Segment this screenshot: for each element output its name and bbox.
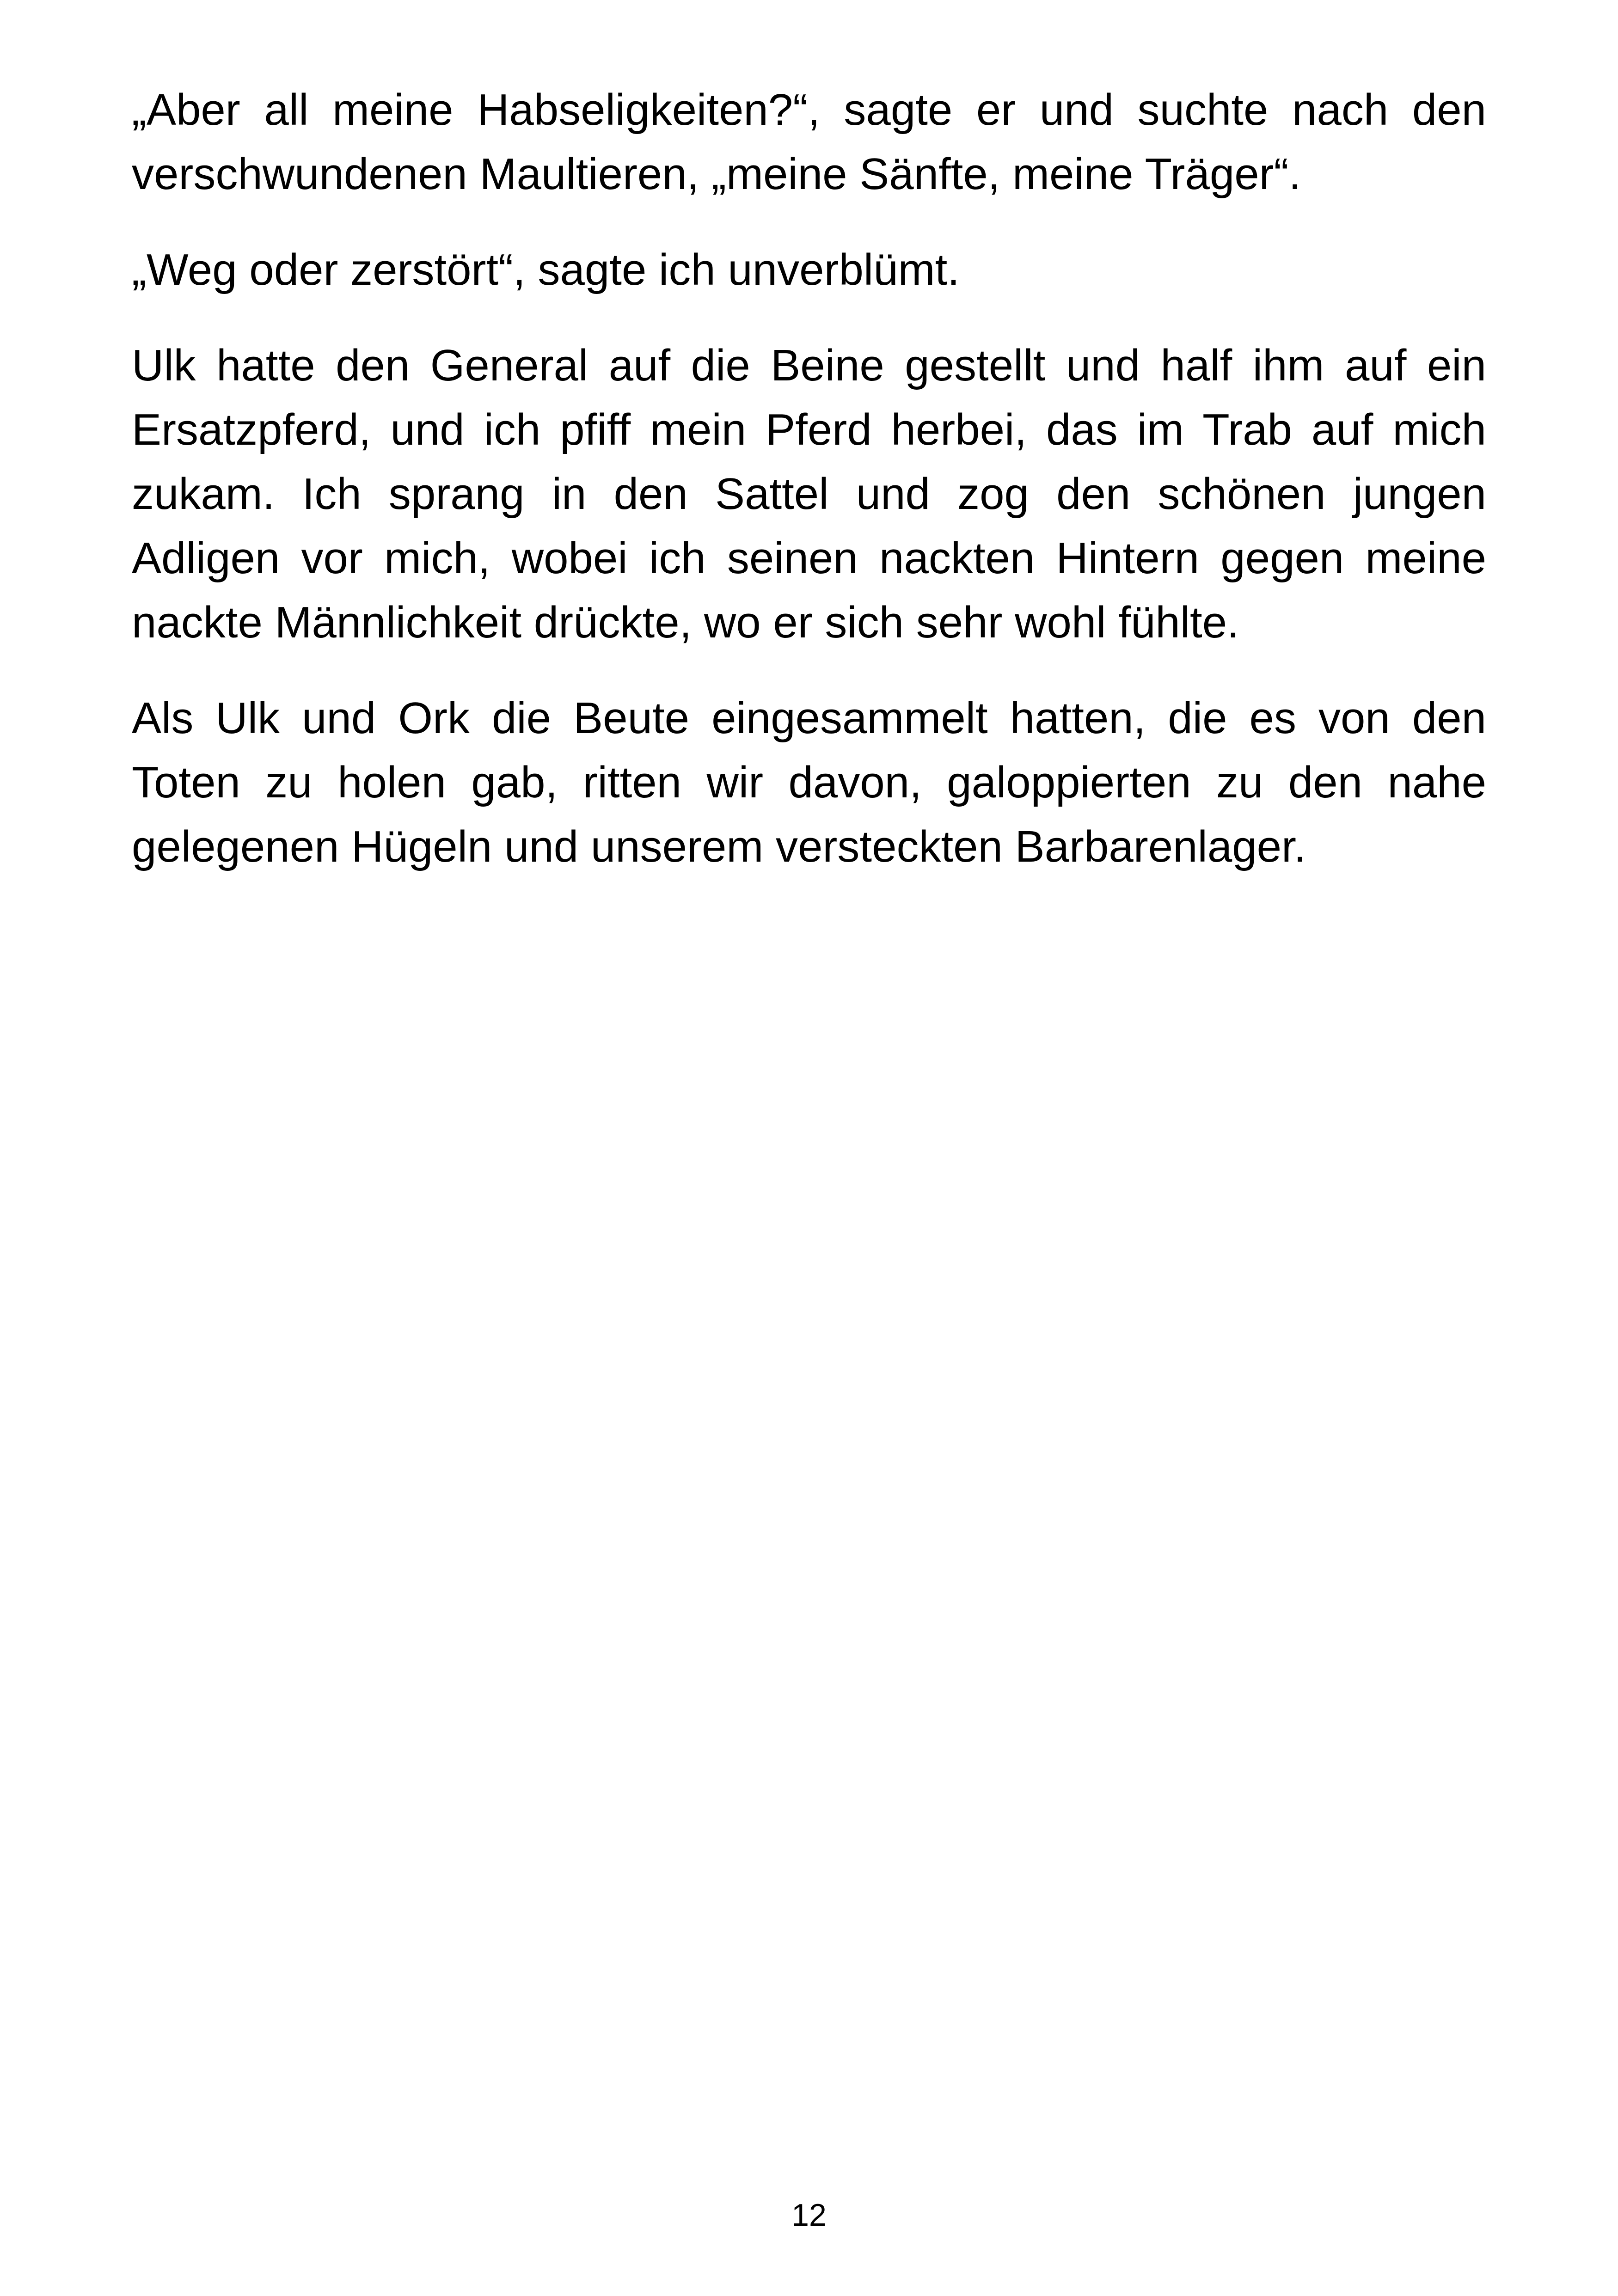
paragraph-3: Ulk hatte den General auf die Beine gestellt und half ihm auf ein Ersatzpferd, und ich pfiff mein Pferd herbei, das im Trab auf mich zukam. Ich sprang in den Sattel und zog den schönen jungen Adligen vor mich, wobei ich seinen nackten Hintern gegen meine nackte Männlichkeit drückte, wo er sich sehr wohl fühlte. (132, 341, 1486, 647)
paragraph-1: „Aber all meine Habseligkeiten?“, sagte er und suchte nach den verschwundenen Maultieren, „meine Sänfte, meine Träger“. (132, 85, 1486, 199)
paragraph-4: Als Ulk und Ork die Beute eingesammelt hatten, die es von den Toten zu holen gab, ritten wir davon, galoppierten zu den nahe gelegenen Hügeln und unserem versteckten Barbarenlager. (132, 693, 1486, 871)
page-number: 12 (791, 2198, 827, 2233)
body-text (132, 78, 1486, 910)
paragraph-2: „Weg oder zerstört“, sagte ich unverblümt. (132, 245, 960, 294)
